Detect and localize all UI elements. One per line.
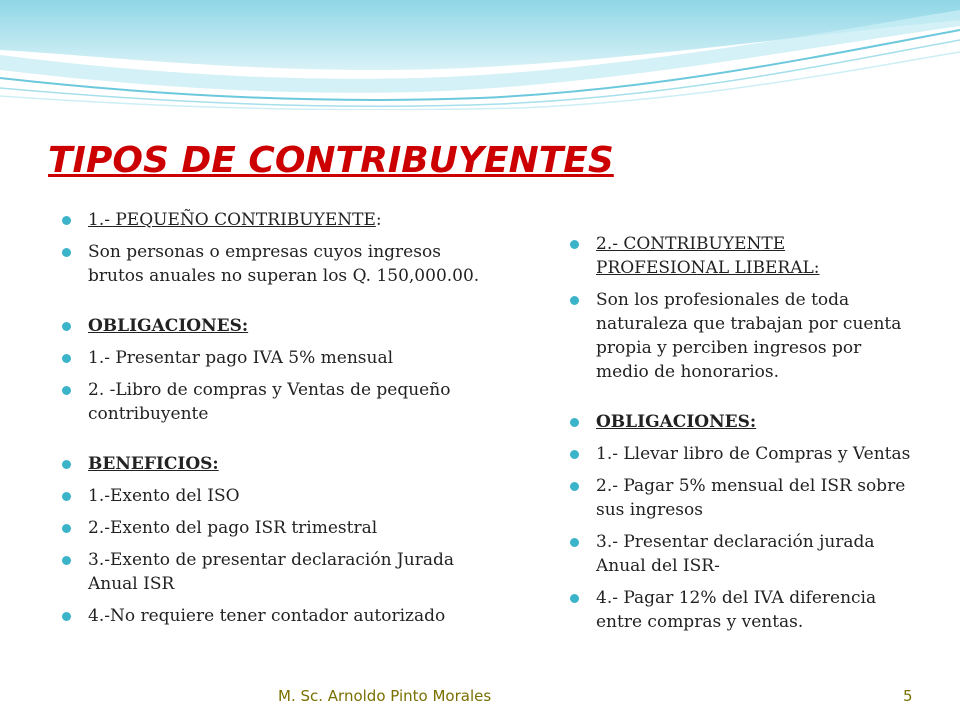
right-obligations-heading: OBLIGACIONES: <box>596 412 757 432</box>
list-item <box>62 452 482 476</box>
footer-author: M. Sc. Arnoldo Pinto Morales <box>278 687 492 705</box>
slide-title: TIPOS DE CONTRIBUYENTES <box>48 140 614 181</box>
left-benefits-heading: BENEFICIOS: <box>88 454 219 474</box>
page-number: 5 <box>903 687 913 705</box>
list-item: 4.-No requiere tener contador autorizado <box>62 604 482 628</box>
list-item: 1.- PEQUEÑO CONTRIBUYENTE: <box>62 208 482 232</box>
list-item: Son personas o empresas cuyos ingresos brutos anuales no superan los Q. 150,000.00. <box>62 240 482 288</box>
list-item: 3.-Exento de presentar declaración Jurada Anual ISR <box>62 548 482 596</box>
list-item <box>570 232 915 280</box>
list-item: 1.- Presentar pago IVA 5% mensual <box>62 346 482 370</box>
header-wave-decoration <box>0 0 960 110</box>
right-heading: 2.- CONTRIBUYENTE PROFESIONAL LIBERAL: <box>596 234 820 278</box>
list-item: 2.- Pagar 5% mensual del ISR sobre sus ingresos <box>570 474 915 522</box>
list-item <box>570 410 915 434</box>
list-item: 4.- Pagar 12% del IVA diferencia entre compras y ventas. <box>570 586 915 634</box>
list-item <box>62 314 482 338</box>
list-item: 2. -Libro de compras y Ventas de pequeño contribuyente <box>62 378 482 426</box>
left-heading: 1.- PEQUEÑO CONTRIBUYENTE <box>88 210 376 230</box>
left-column-list <box>62 208 482 636</box>
list-item: Son los profesionales de toda naturaleza que trabajan por cuenta propia y perciben ingresos por medio de honorarios. <box>570 288 915 384</box>
list-item: 2.-Exento del pago ISR trimestral <box>62 516 482 540</box>
right-column-list <box>570 232 915 642</box>
list-item: 1.-Exento del ISO <box>62 484 482 508</box>
list-item: 3.- Presentar declaración jurada Anual del ISR- <box>570 530 915 578</box>
list-item: 1.- Llevar libro de Compras y Ventas <box>570 442 915 466</box>
left-obligations-heading: OBLIGACIONES: <box>88 316 249 336</box>
